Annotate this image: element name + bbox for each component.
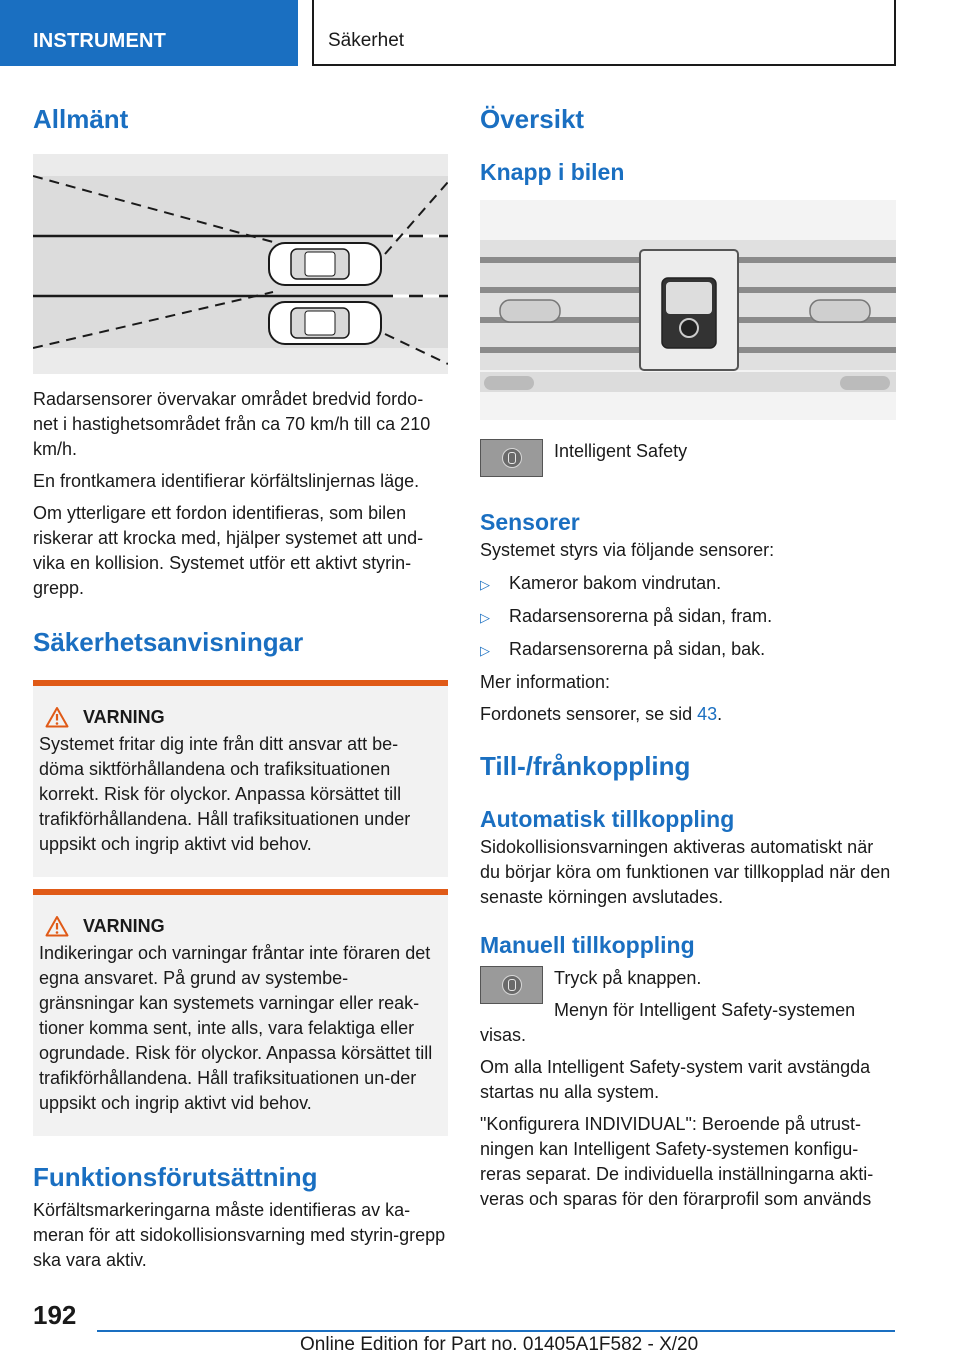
sensor-reference: Fordonets sensorer, se sid 43. [480, 704, 723, 725]
manual-result-b: visas. [480, 1024, 527, 1045]
safety-heading: Säkerhetsanvisningar [33, 627, 304, 658]
warning-text: Systemet fritar dig inte från ditt ansvar att be-döma siktförhållandena och trafiksituationen korrekt. Risk för olyckor. Anpassa körsättet till trafikförhållandena. Håll trafiksituationen under uppsikt och ingrip aktivt vid behov. [39, 734, 411, 855]
dashboard-button-image [480, 200, 896, 420]
func-paragraph: Körfältsmarkeringarna måste identifieras av ka-meran för att sidokollisionsvarning med styrin-grepp ska vara aktiv. [33, 1199, 446, 1270]
manual-heading: Manuell tillkoppling [480, 932, 695, 959]
footer-divider [97, 1330, 895, 1332]
auto-paragraph: Sidokollisionsvarningen aktiveras automatiskt när du börjar köra om funktionen var tillkopplad när den senaste körningen avslutades. [480, 837, 891, 908]
intelligent-safety-label: Intelligent Safety [554, 440, 688, 461]
warning-box-1 [33, 680, 448, 877]
more-info: Mer information: [480, 672, 611, 693]
warning-text: Indikeringar och varningar fråntar inte föraren det egna ansvaret. På grund av systembe-gränsningar kan systemets varningar eller reak-tioner komma sent, inte alls, vara felaktiga eller ogrundade. Risk för olyckor. Anpassa körsättet till trafikförhållandena. Håll trafiksituationen un-der uppsikt och ingrip aktivt vid behov. [39, 943, 433, 1114]
page-ref-link[interactable]: 43 [697, 704, 718, 725]
allmant-paragraph-2: En frontkamera identifierar körfältslinjernas läge. [33, 471, 420, 492]
list-item: ▷ Radarsensorerna på sidan, fram. [480, 604, 896, 630]
intelligent-safety-button-icon [480, 966, 543, 1004]
warning-label: VARNING [83, 706, 165, 727]
knapp-heading: Knapp i bilen [480, 159, 625, 186]
bullet-triangle-icon: ▷ [480, 643, 490, 659]
sensor-list [480, 571, 896, 663]
intelligent-safety-button-icon [480, 439, 543, 477]
func-heading: Funktionsförutsättning [33, 1162, 318, 1193]
manual-step: Tryck på knappen. [554, 967, 702, 988]
page-number: 192 [33, 1300, 77, 1330]
warning-label: VARNING [83, 915, 165, 936]
auto-heading: Automatisk tillkoppling [480, 805, 735, 832]
sensorer-heading: Sensorer [480, 508, 580, 535]
left-column [33, 100, 448, 1273]
allmant-paragraph-1: Radarsensorer övervakar området bredvid fordo-net i hastighetsområdet från ca 70 km/h till ca 210 km/h. [33, 389, 431, 460]
oversikt-heading: Översikt [480, 104, 585, 134]
lane-diagram-illustration [33, 154, 448, 374]
sensorer-intro: Systemet styrs via följande sensorer: [480, 540, 775, 561]
chapter-tab: Säkerhet [312, 0, 896, 66]
bullet-triangle-icon: ▷ [480, 610, 490, 626]
warning-triangle-icon [45, 915, 69, 937]
bullet-triangle-icon: ▷ [480, 577, 490, 593]
intelligent-safety-row [480, 439, 896, 477]
dashboard-vent-illustration [480, 200, 896, 420]
allmant-paragraph-3: Om ytterligare ett fordon identifieras, som bilen riskerar att krocka med, hjälper systemet att und-vika en kollision. Systemet utför ett aktivt styrin-grepp. [33, 503, 424, 599]
till-heading: Till-/frånkoppling [480, 751, 691, 782]
list-item: ▷ Radarsensorerna på sidan, bak. [480, 637, 896, 663]
manual-step-row [480, 966, 896, 1023]
config-paragraph: "Konfigurera INDIVIDUAL": Beroende på utrust-ningen kan Intelligent Safety-systemen konfigu-reras separat. De individuella inställningarna akti-veras och sparas för den förarprofil som används [480, 1113, 874, 1209]
list-item: ▷ Kameror bakom vindrutan. [480, 571, 896, 597]
lane-diagram-image [33, 154, 448, 374]
manual-result-a: Menyn för Intelligent Safety-systemen [554, 999, 856, 1020]
footer-edition: Online Edition for Part no. 01405A1F582 - X/20 [300, 1334, 699, 1355]
warning-box-2 [33, 889, 448, 1136]
allmant-heading: Allmänt [33, 104, 129, 134]
right-column [480, 100, 896, 1212]
section-tab: INSTRUMENT [0, 0, 298, 66]
warning-triangle-icon [45, 706, 69, 728]
all-systems-paragraph: Om alla Intelligent Safety-system varit avstängda startas nu alla system. [480, 1056, 871, 1102]
